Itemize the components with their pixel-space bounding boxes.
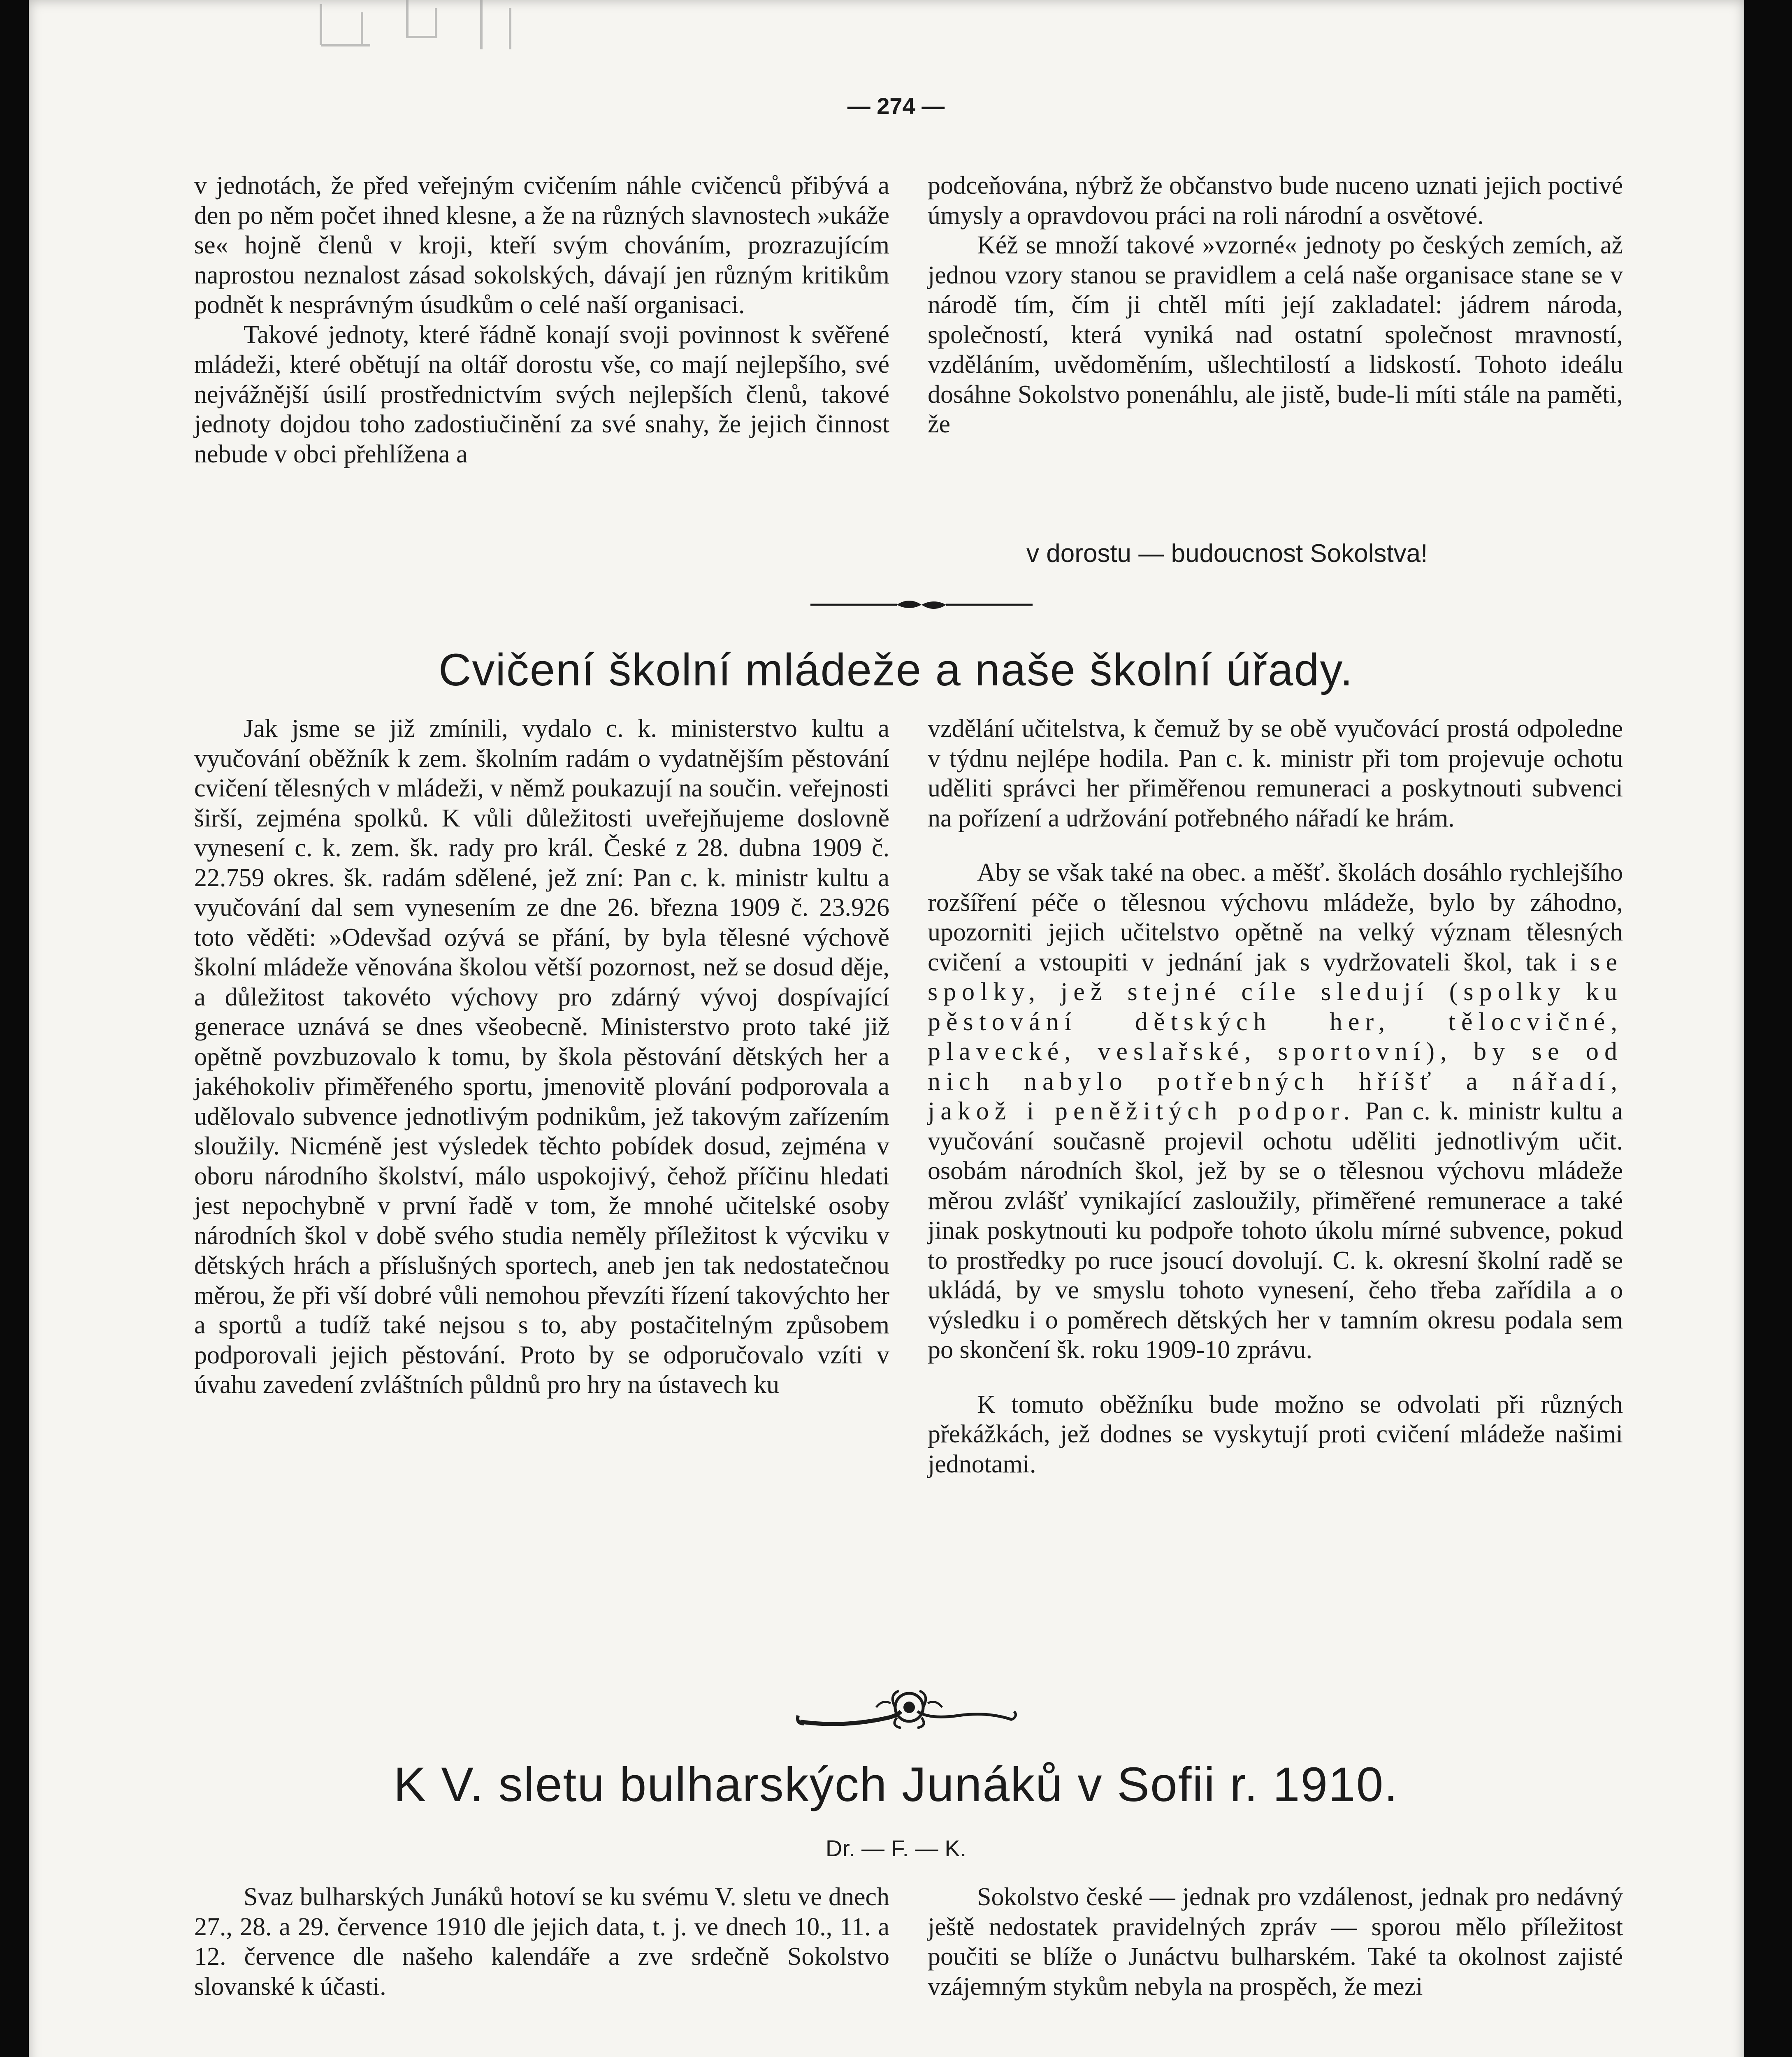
paragraph (928, 858, 1623, 1365)
divider-ornament-icon (806, 592, 1037, 617)
paragraph: vzdělání učitelstva, k čemuž by se obě vyučovácí prostá odpoledne v týdnu nejlépe hodila. Pan c. k. ministr při tom projevuje ochotu uděliti správci her přiměřenou remuneraci a poskytnouti subvenci na pořízení a udržování potřebného nářadí ke hrám. (928, 715, 1623, 832)
scan-edge-mark (313, 0, 527, 58)
paragraph-text: Pan c. k. ministr kultu a vyučování současně projevil ochotu uděliti jednotlivým učit. osobám národních škol, jež by se o tělesnou výchovu mládeže měrou zvlášť vynikající zasloužily, přiměřené remunerace a také jinak poskytnouti ku podpoře tohoto úkolu mírné subvence, pokud to prostředky po ruce jsoucí dovolují. C. k. okresní školní radě se ukládá, by ve smyslu tohoto vynesení, čeho třeba zařídila a o výsledku i o poměrech dětských her v tamním okresu podala sem po skončení šk. roku 1909-10 zprávu. (928, 1097, 1623, 1364)
paragraph-text: Aby se však také na obec. a měšť. školách dosáhlo rychlejšího rozšíření péče o tělesnou výchovu mládeže, bylo by záhodno, upozorniti jejich učitelstvo opětně na velký význam tělesných cvičení a vstoupiti v jednání jak s vydržovateli škol, tak i (928, 859, 1623, 976)
paragraph: Takové jednoty, které řádně konají svoji povinnost k svěřené mládeži, které obětují na oltář dorostu vše, co mají nejlepšího, své nejvážnější úsilí prostřednictvím svých nejlepších členů, takové jednoty dojdou toho zadostiučinění za své snahy, že jejich činnost nebude v obci přehlížena a (194, 320, 889, 468)
paragraph: podceňována, nýbrž že občanstvo bude nuceno uznati jejich poctivé úmysly a opravdovou práci na roli národní a osvětové. (928, 172, 1623, 230)
paragraph: Sokolstvo české — jednak pro vzdálenost, jednak pro nedávný ještě nedostatek pravidelných zpráv — sporou mělo příležitost poučiti se blíže o Junáctvu bulharském. Také ta okolnost zajisté vzájemným stykům nebyla na prospěch, že mezi (928, 1883, 1623, 2001)
section1-left-column (194, 171, 889, 469)
paragraph: K tomuto oběžníku bude možno se odvolati při různých překážkách, jež dodnes se vyskytují proti cvičení mládeže našimi jednotami. (928, 1390, 1623, 1478)
paragraph: Svaz bulharských Junáků hotoví se ku svému V. sletu ve dnech 27., 28. a 29. července 1910 dle jejich data, t. j. ve dnech 10., 11. a 12. července dle našeho kalendáře a zve srdečně Sokolstvo slovanské k účasti. (194, 1883, 889, 2001)
article-title: Cvičení školní mládeže a naše školní úřady. (439, 645, 1353, 695)
section2-left-column (194, 714, 889, 1400)
section2-right-column (928, 714, 1623, 1479)
flourish-ornament-icon (794, 1683, 1024, 1736)
section3-left-column (194, 1882, 889, 2001)
paragraph: Jak jsme se již zmínili, vydalo c. k. ministerstvo kultu a vyučování oběžník k zem. školním radám o vydatnějším pěstování cvičení tělesných v mládeži, v němž poukazují na součin. veřejnosti širší, zejména spolků. K vůli důležitosti uveřejňujeme doslovně vynesení c. k. zem. šk. rady pro král. České z 28. dubna 1909 č. 22.759 okres. šk. radám sdělené, jež zní: Pan c. k. ministr kultu a vyučování dal sem vynesením ze dne 26. března 1909 č. 23.926 toto věděti: »Odevšad ozývá se přání, by byla tělesné výchově školní mládeže věnována školou větší pozornost, než se dosud děje, a důležitost takovéto výchovy pro zdárný vývoj dospívající generace uznává se dnes všeobecně. Ministerstvo proto také již opětně povzbuzovalo k tomu, by škola pěstování dětských her a jakéhokoliv přiměřeného sportu, jmenovitě plování podporovala a udělovalo subvence jednotlivým podnikům, jež takovým zařízením sloužily. Nicméně jest výsledek těchto pobídek dosud, zejména v oboru národního školství, málo uspokojivý, čehož příčinu hledati jest nepochybně v první řadě v tom, že mnohé učitelské osoby národních škol v době svého studia neměly příležitost k výcviku v dětských hrách a příslušných sportech, aneb jen tak nedostatečnou měrou, že při vší dobré vůli nemohou převzíti řízení takovýchto her a sportů a tudíž také nejsou s to, aby postačitelným způsobem podporovali jejich pěstování. Proto by se odporučovalo vzíti v úvahu zavedení zvláštních půldnů pro hry na ústavech ku (194, 715, 889, 1399)
paragraph: v jednotách, že před veřejným cvičením náhle cvičenců přibývá a den po něm počet ihned klesne, a že na různých slavnostech »ukáže se« hojně členů v kroji, kteří svým chováním, prozrazujícím naprostou neznalost zásad sokolských, dávají jen různým kritikům podnět k nesprávným úsudkům o celé naší organisaci. (194, 172, 889, 319)
paragraph: Kéž se množí takové »vzorné« jednoty po českých zemích, až jednou vzory stanou se pravidlem a celá naše organisace stane se v národě tím, čím ji chtěl míti její zakladatel: jádrem národa, společností, která vyniká nad ostatní společnost mravností, vzděláním, uvědoměním, ušlechtilostí a lidskostí. Tohoto ideálu dosáhne Sokolstvo ponenáhlu, ale jistě, bude-li míti stále na paměti, že (928, 231, 1623, 438)
closing-line: v dorostu — budoucnost Sokolstva! (1026, 539, 1428, 568)
article-byline: Dr. — F. — K. (825, 1835, 967, 1861)
section3-right-column (928, 1882, 1623, 2001)
article-title: K V. sletu bulharských Junáků v Sofii r. 1910. (393, 1758, 1399, 1812)
section1-right-column (928, 171, 1623, 439)
spaced-emphasis: se spolky, jež stejné cíle sledují (spolky ku pěstování dětských her, tělocvičné, plavecké, veslařské, sportovní), by se od nich nabylo potřebných hříšť a nářadí, jakož i peněžitých podpor. (928, 948, 1623, 1125)
page-number: — 274 — (847, 93, 945, 119)
